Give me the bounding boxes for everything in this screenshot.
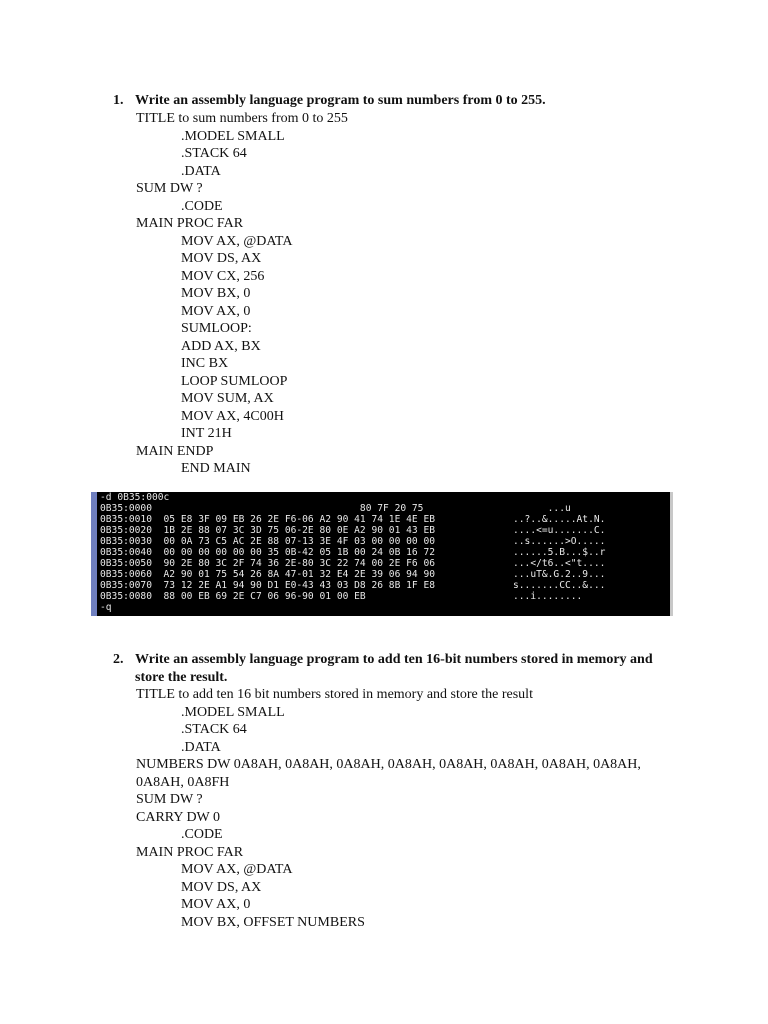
question-2-code-line: MOV AX, 0 — [181, 897, 251, 912]
terminal-line — [100, 569, 669, 580]
terminal-hex-dump: -d 0B35:000c — [100, 492, 170, 503]
terminal-ascii-dump: ......5.B...$..r — [513, 547, 606, 558]
question-1-code-line: .MODEL SMALL — [181, 128, 285, 144]
terminal-ascii-dump: s.......CC..&... — [513, 580, 606, 591]
terminal-ascii-dump: ..?..&.....At.N. — [513, 514, 606, 525]
terminal-ascii-dump: ...</t6..<"t.... — [513, 558, 606, 569]
question-1-code-line: SUMLOOP: — [181, 321, 252, 336]
terminal-ascii-dump: ..s......>O..... — [513, 536, 606, 547]
terminal-hex-dump: -q — [100, 602, 112, 613]
question-1-text: Write an assembly language program to sum numbers from 0 to 255. — [135, 93, 546, 108]
question-2-code-line: TITLE to add ten 16 bit numbers stored in memory and store the result — [136, 687, 533, 702]
question-1-heading — [113, 92, 655, 110]
question-2-code-line: MAIN PROC FAR — [136, 844, 244, 860]
question-1-code-line: SUM DW ? — [136, 181, 203, 196]
terminal-hex-dump: 0B35:0000 80 7F 20 75 — [100, 503, 424, 514]
terminal-scrollbar — [670, 492, 673, 616]
question-2-code-line: .DATA — [181, 739, 221, 755]
question-1-code-line: LOOP SUMLOOP — [181, 373, 288, 389]
terminal-line — [100, 503, 669, 514]
terminal-hex-dump: 0B35:0060 A2 90 01 75 54 26 8A 47-01 32 E4 2E 39 06 94 90 — [100, 569, 436, 580]
question-2-code-line: CARRY DW 0 — [136, 809, 221, 825]
terminal-line — [100, 547, 669, 558]
debug-terminal-screenshot — [91, 492, 673, 616]
question-2-code-line: MOV AX, @DATA — [181, 862, 293, 877]
terminal-line — [100, 591, 669, 602]
question-1-code-line: END MAIN — [181, 461, 251, 476]
terminal-line — [100, 525, 669, 536]
question-1-code-line: INC BX — [181, 356, 229, 371]
question-2-code-line: .MODEL SMALL — [181, 704, 285, 720]
terminal-hex-dump: 0B35:0020 1B 2E 88 07 3C 3D 75 06-2E 80 0E A2 90 01 43 EB — [100, 525, 436, 536]
question-2-code-line: .CODE — [181, 827, 223, 842]
question-1-code-line: .CODE — [181, 198, 223, 214]
question-2-code-line: SUM DW ? — [136, 792, 203, 807]
terminal-hex-dump: 0B35:0050 90 2E 80 3C 2F 74 36 2E-80 3C 22 74 00 2E F6 06 — [100, 558, 436, 569]
question-1-code-line: MOV AX, 4C00H — [181, 408, 284, 424]
terminal-ascii-dump: ...i........ — [513, 591, 583, 602]
terminal-line — [100, 514, 669, 525]
terminal-hex-dump: 0B35:0010 05 E8 3F 09 EB 26 2E F6-06 A2 90 41 74 1E 4E EB — [100, 514, 436, 525]
terminal-hex-dump: 0B35:0070 73 12 2E A1 94 90 D1 E0-43 43 03 D8 26 8B 1F E8 — [100, 580, 436, 591]
question-1-code-line: MOV SUM, AX — [181, 391, 274, 406]
question-2-number: 2. — [113, 652, 124, 667]
terminal-ascii-dump: ....<=u.......C. — [513, 525, 606, 536]
terminal-output — [100, 492, 669, 616]
terminal-hex-dump: 0B35:0080 88 00 EB 69 2E C7 06 96-90 01 00 EB — [100, 591, 366, 602]
question-2-code-line: NUMBERS DW 0A8AH, 0A8AH, 0A8AH, 0A8AH, 0A8AH, 0A8AH, 0A8AH, 0A8AH, — [136, 757, 641, 772]
question-2-code-line: 0A8AH, 0A8FH — [136, 774, 230, 790]
question-2-code-line: MOV DS, AX — [181, 879, 262, 895]
question-2-code-line: MOV BX, OFFSET NUMBERS — [181, 914, 365, 930]
terminal-line — [100, 536, 669, 547]
question-1-code-line: MOV CX, 256 — [181, 268, 265, 284]
question-1-code-line: TITLE to sum numbers from 0 to 255 — [136, 111, 348, 126]
question-1-code — [136, 110, 348, 478]
terminal-ascii-dump: ...u — [513, 503, 571, 514]
question-1-code-line: ADD AX, BX — [181, 338, 261, 354]
terminal-hex-dump: 0B35:0030 00 0A 73 C5 AC 2E 88 07-13 3E 4F 03 00 00 00 00 — [100, 536, 436, 547]
terminal-ascii-dump: ...uT&.G.2..9... — [513, 569, 606, 580]
terminal-line — [100, 492, 669, 503]
question-2-code-line: .STACK 64 — [181, 722, 247, 737]
question-1-code-line: .DATA — [181, 163, 221, 179]
question-1-code-line: MOV AX, @DATA — [181, 233, 293, 249]
question-1-code-line: MAIN PROC FAR — [136, 216, 244, 231]
terminal-line — [100, 558, 669, 569]
terminal-hex-dump: 0B35:0040 00 00 00 00 00 00 35 0B-42 05 1B 00 24 0B 16 72 — [100, 547, 436, 558]
question-1-code-line: INT 21H — [181, 426, 232, 441]
terminal-line — [100, 580, 669, 591]
question-1-code-line: .STACK 64 — [181, 146, 247, 161]
question-1-code-line: MAIN ENDP — [136, 443, 214, 459]
terminal-line — [100, 602, 669, 613]
terminal-left-edge — [91, 492, 97, 616]
question-1-code-line: MOV AX, 0 — [181, 303, 251, 319]
question-1-code-line: MOV DS, AX — [181, 251, 262, 266]
question-2-text: Write an assembly language program to add ten 16-bit numbers stored in memory and store the result. — [135, 652, 653, 685]
question-1-number: 1. — [113, 93, 124, 108]
question-2-heading — [113, 651, 655, 686]
question-1-code-line: MOV BX, 0 — [181, 286, 251, 301]
question-2-code — [136, 686, 641, 931]
